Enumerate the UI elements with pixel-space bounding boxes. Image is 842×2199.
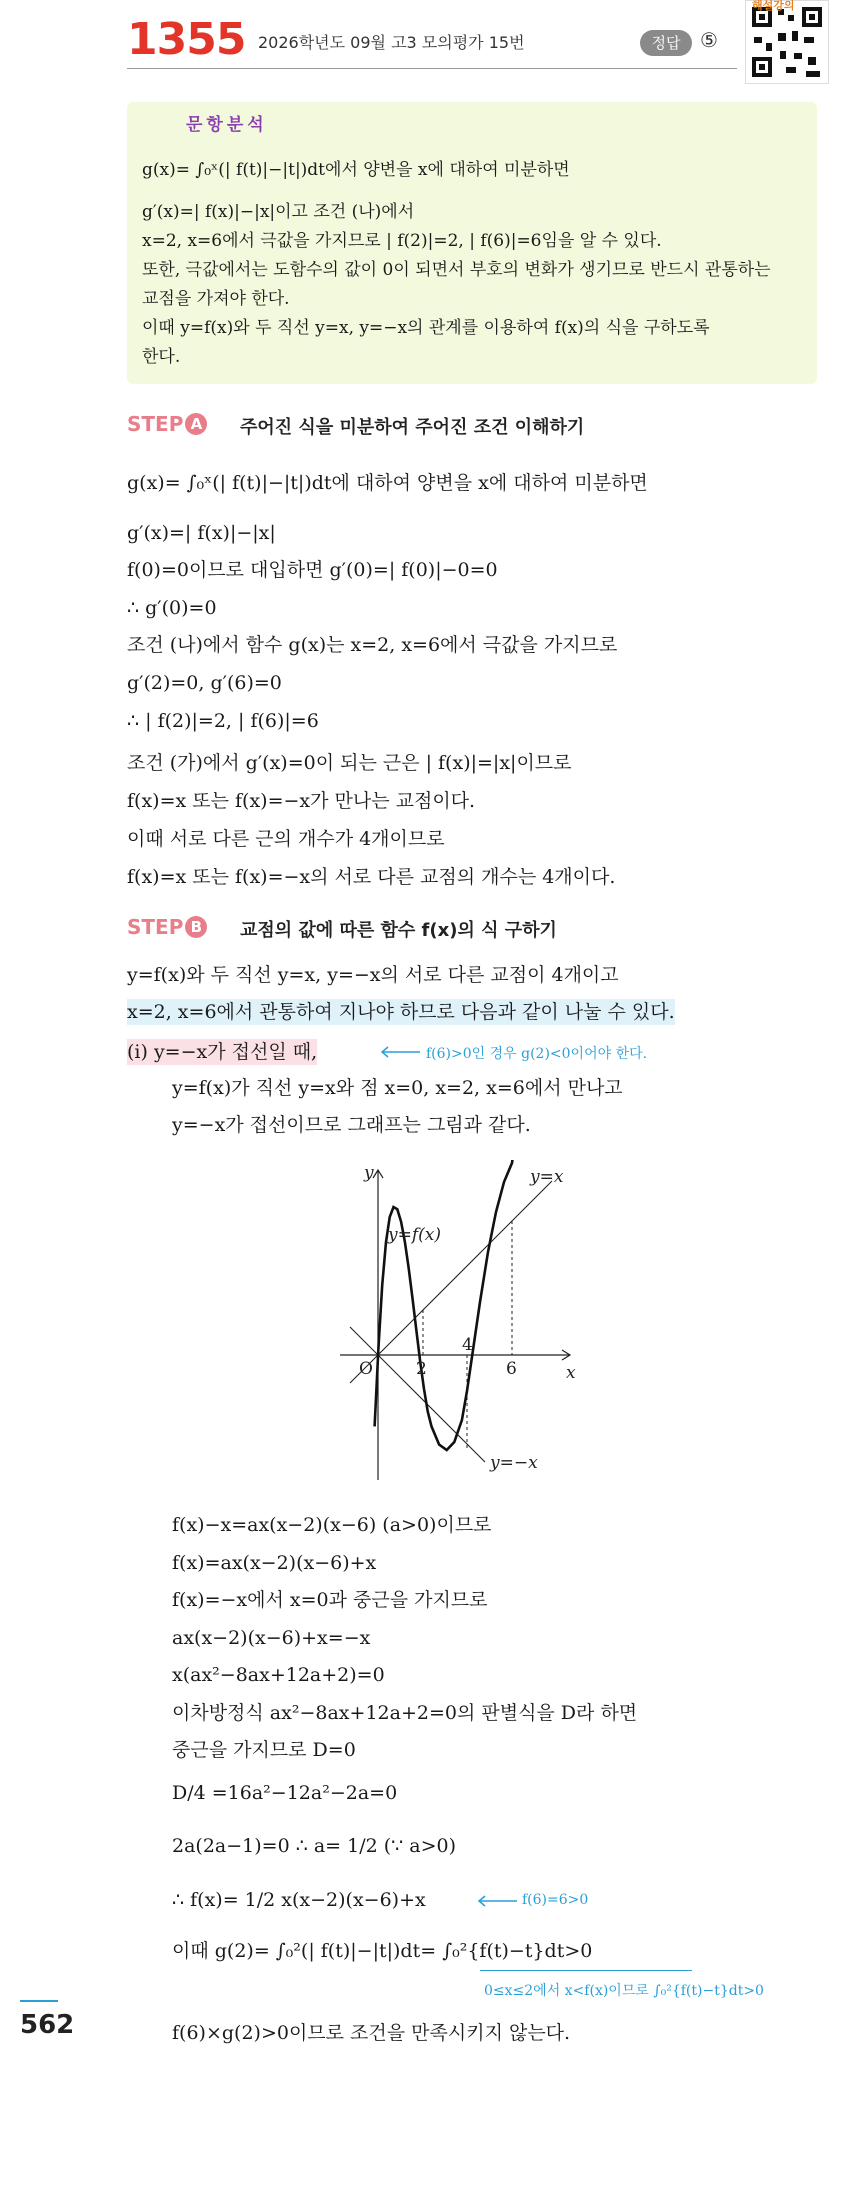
step-a-line: g′(x)=| f(x)|−|x| bbox=[127, 522, 276, 544]
analysis-line: x=2, x=6에서 극값을 가지므로 | f(2)|=2, | f(6)|=6임을 알 수 있다. bbox=[142, 231, 662, 251]
step-a-label: STEP A bbox=[127, 412, 207, 436]
note-f6: f(6)=6>0 bbox=[522, 1892, 589, 1908]
page-number-mark bbox=[20, 2000, 58, 2002]
calc-line: 이때 g(2)= ∫₀²(| f(t)|−|t|)dt= ∫₀²{f(t)−t}dt>0 bbox=[172, 1940, 593, 1962]
arrow-left-icon bbox=[378, 1046, 422, 1058]
step-b-title: 교점의 값에 따른 함수 f(x)의 식 구하기 bbox=[240, 920, 557, 941]
label-y-eq-x: y=x bbox=[530, 1167, 564, 1187]
problem-source: 2026학년도 09월 고3 모의평가 15번 bbox=[258, 33, 525, 52]
calc-line: 2a(2a−1)=0 ∴ a= 1/2 (∵ a>0) bbox=[172, 1835, 457, 1857]
answer-badge: 정답 bbox=[640, 30, 692, 56]
tick-4-label: 4 bbox=[462, 1335, 473, 1355]
analysis-line: g(x)= ∫₀ˣ(| f(t)|−|t|)dt에서 양변을 x에 대하여 미분하면 bbox=[142, 160, 570, 180]
step-a-letter-icon: A bbox=[185, 413, 207, 435]
calc-line: f(x)=−x에서 x=0과 중근을 가지므로 bbox=[172, 1589, 488, 1611]
step-a-line: ∴ g′(0)=0 bbox=[127, 597, 217, 619]
case-1-note: f(6)>0인 경우 g(2)<0이어야 한다. bbox=[426, 1046, 648, 1062]
step-a-line: f(x)=x 또는 f(x)=−x가 만나는 교점이다. bbox=[127, 790, 476, 812]
step-a-line: ∴ | f(2)|=2, | f(6)|=6 bbox=[127, 710, 319, 732]
calc-line: f(x)=ax(x−2)(x−6)+x bbox=[172, 1552, 377, 1574]
step-a-title: 주어진 식을 미분하여 주어진 조건 이해하기 bbox=[240, 417, 585, 438]
step-b-line: y=f(x)와 두 직선 y=x, y=−x의 서로 다른 교점이 4개이고 bbox=[127, 964, 619, 986]
tick-2-label: 2 bbox=[416, 1359, 427, 1379]
analysis-line: 또한, 극값에서는 도함수의 값이 0이 되면서 부호의 변화가 생기므로 반드시 관통하는 bbox=[142, 260, 771, 280]
qr-label: 해설강의 bbox=[752, 0, 795, 12]
arrow-left-icon bbox=[475, 1895, 519, 1907]
step-a-line: 이때 서로 다른 근의 개수가 4개이므로 bbox=[127, 828, 445, 850]
tick-6-label: 6 bbox=[506, 1359, 517, 1379]
function-graph bbox=[330, 1160, 640, 1490]
step-b-letter-icon: B bbox=[185, 916, 207, 938]
calc-line: x(ax²−8ax+12a+2)=0 bbox=[172, 1664, 385, 1686]
analysis-line: 이때 y=f(x)와 두 직선 y=x, y=−x의 관계를 이용하여 f(x)의 식을 구하도록 bbox=[142, 318, 710, 338]
step-a-line: f(x)=x 또는 f(x)=−x의 서로 다른 교점의 개수는 4개이다. bbox=[127, 866, 616, 888]
case-1-line: y=−x가 접선이므로 그래프는 그림과 같다. bbox=[172, 1114, 531, 1136]
calc-line: f(x)−x=ax(x−2)(x−6) (a>0)이므로 bbox=[172, 1514, 492, 1536]
x-axis-label: x bbox=[566, 1363, 576, 1383]
analysis-line: g′(x)=| f(x)|−|x|이고 조건 (나)에서 bbox=[142, 202, 415, 222]
note-underline bbox=[480, 1970, 692, 1971]
curve-f bbox=[375, 1160, 521, 1450]
step-a-line: 조건 (나)에서 함수 g(x)는 x=2, x=6에서 극값을 가지므로 bbox=[127, 634, 618, 656]
header-divider bbox=[127, 68, 737, 69]
origin-label: O bbox=[359, 1359, 373, 1379]
case-1-line: y=f(x)가 직선 y=x와 점 x=0, x=2, x=6에서 만나고 bbox=[172, 1077, 623, 1099]
calc-line: 중근을 가지므로 D=0 bbox=[172, 1739, 356, 1761]
calc-line: ax(x−2)(x−6)+x=−x bbox=[172, 1627, 371, 1649]
analysis-title: 문항분석 bbox=[186, 115, 268, 135]
step-a-line: 조건 (가)에서 g′(x)=0이 되는 근은 | f(x)|=|x|이므로 bbox=[127, 752, 572, 774]
analysis-line: 한다. bbox=[142, 347, 181, 367]
calc-line: 이차방정식 ax²−8ax+12a+2=0의 판별식을 D라 하면 bbox=[172, 1702, 638, 1724]
analysis-line: 교점을 가져야 한다. bbox=[142, 289, 290, 309]
step-a-line: g′(2)=0, g′(6)=0 bbox=[127, 672, 282, 694]
line-y-eq-x bbox=[350, 1181, 552, 1383]
problem-number: 1355 bbox=[127, 14, 246, 65]
step-b-line: x=2, x=6에서 관통하여 지나야 하므로 다음과 같이 나눌 수 있다. bbox=[127, 1001, 675, 1023]
answer-value: ⑤ bbox=[700, 28, 718, 52]
page-number: 562 bbox=[20, 2010, 75, 2040]
step-a-line: f(0)=0이므로 대입하면 g′(0)=| f(0)|−0=0 bbox=[127, 559, 498, 581]
calc-line: D/4 =16a²−12a²−2a=0 bbox=[172, 1782, 398, 1804]
label-y-eq-neg-x: y=−x bbox=[490, 1453, 538, 1473]
step-b-label: STEP B bbox=[127, 915, 207, 939]
calc-line: ∴ f(x)= 1/2 x(x−2)(x−6)+x bbox=[172, 1889, 426, 1911]
label-f: y=f(x) bbox=[388, 1225, 441, 1245]
note-integral: 0≤x≤2에서 x<f(x)이므로 ∫₀²{f(t)−t}dt>0 bbox=[484, 1983, 764, 1999]
case-1-heading: (ⅰ) y=−x가 접선일 때, bbox=[127, 1041, 318, 1063]
calc-line: f(6)×g(2)>0이므로 조건을 만족시키지 않는다. bbox=[172, 2022, 571, 2044]
y-axis-label: y bbox=[364, 1163, 374, 1183]
step-a-line: g(x)= ∫₀ˣ(| f(t)|−|t|)dt에 대하여 양변을 x에 대하여 미분하면 bbox=[127, 472, 648, 494]
